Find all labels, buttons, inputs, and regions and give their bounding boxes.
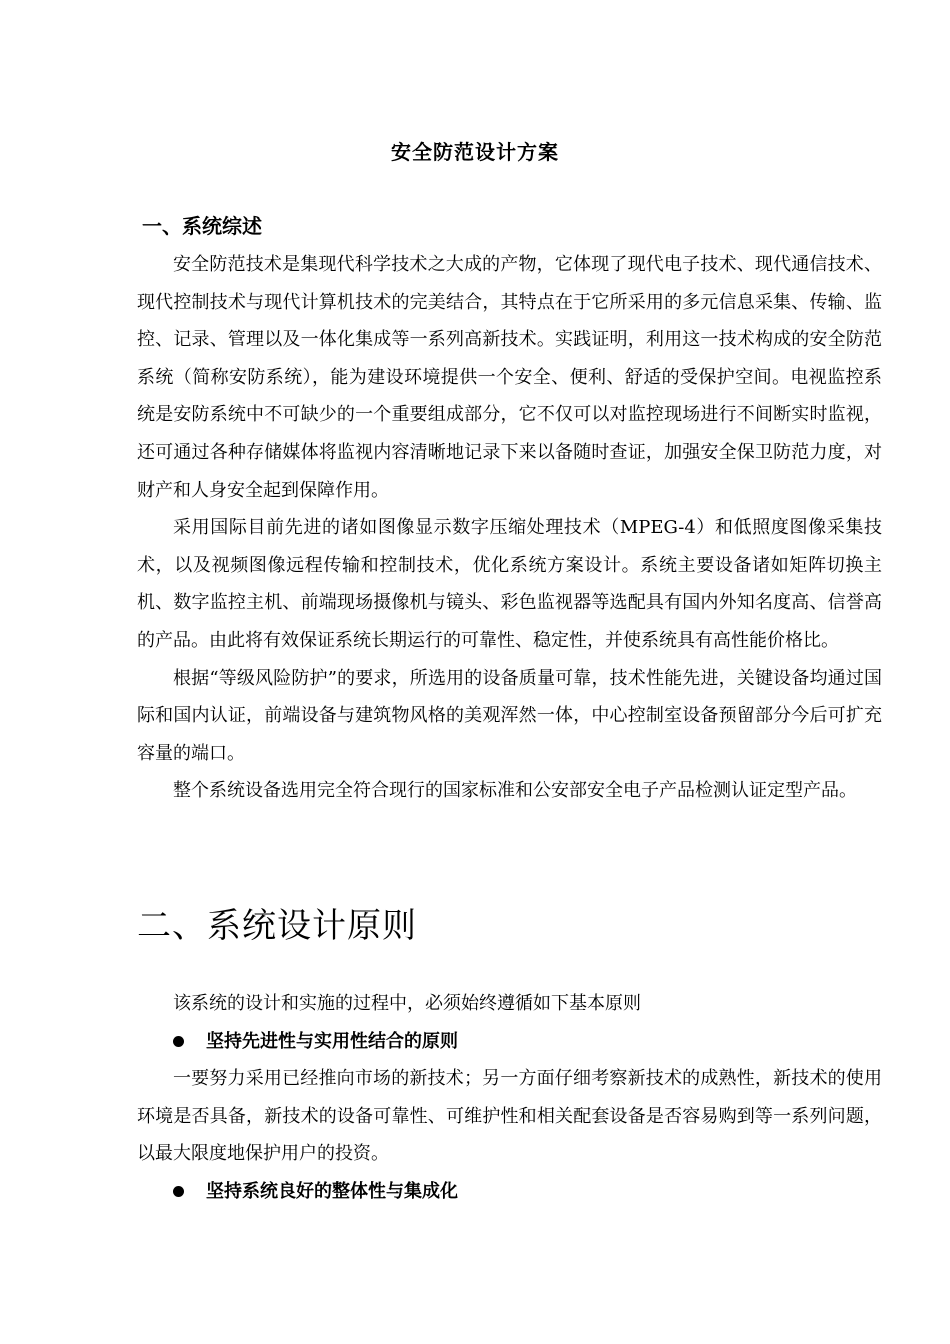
bullet-icon <box>173 1186 184 1197</box>
principle-1-title: 坚持先进性与实用性结合的原则 <box>206 1030 458 1052</box>
section-1-paragraph-2: 采用国际目前先进的诸如图像显示数字压缩处理技术（MPEG-4）和低照度图像采集技术，以及视频图像远程传输和控制技术，优化系统方案设计。系统主要设备诸如矩阵切换主机、数字监控主机、前端现场摄像机与镜头、彩色监视器等选配具有国内外知名度高、信誉高的产品。由此将有效保证系统长期运行的可靠性、稳定性，并使系统具有高性能价格比。 <box>137 517 882 651</box>
principle-2-title: 坚持系统良好的整体性与集成化 <box>206 1180 458 1202</box>
section-2-body <box>137 985 882 1211</box>
section-1-paragraph-1: 安全防范技术是集现代科学技术之大成的产物，它体现了现代电子技术、现代通信技术、现代控制技术与现代计算机技术的完美结合，其特点在于它所采用的多元信息采集、传输、监控、记录、管理以及一体化集成等一系列高新技术。实践证明，利用这一技术构成的安全防范系统（简称安防系统），能为建设环境提供一个安全、便利、舒适的受保护空间。电视监控系统是安防系统中不可缺少的一个重要组成部分，它不仅可以对监控现场进行不间断实时监视，还可通过各种存储媒体将监视内容清晰地记录下来以备随时查证，加强安全保卫防范力度，对财产和人身安全起到保障作用。 <box>137 254 882 501</box>
principle-1-text: 一要努力采用已经推向市场的新技术；另一方面仔细考察新技术的成熟性，新技术的使用环境是否具备，新技术的设备可靠性、可维护性和相关配套设备是否容易购到等一系列问题，以最大限度地保护用户的投资。 <box>137 1068 882 1165</box>
section-1-paragraph-3: 根据“等级风险防护”的要求，所选用的设备质量可靠，技术性能先进，关键设备均通过国际和国内认证，前端设备与建筑物风格的美观浑然一体，中心控制室设备预留部分今后可扩充容量的端口。 <box>137 667 882 764</box>
section-1-heading: 一、系统综述 <box>142 214 262 238</box>
principle-2-item <box>137 1173 882 1211</box>
section-2-intro: 该系统的设计和实施的过程中，必须始终遵循如下基本原则 <box>173 993 641 1014</box>
principle-1-item <box>137 1023 882 1061</box>
section-1-paragraph-4: 整个系统设备选用完全符合现行的国家标准和公安部安全电子产品检测认证定型产品。 <box>173 780 857 802</box>
bullet-icon <box>173 1036 184 1047</box>
section-1-body <box>137 246 882 810</box>
document-title: 安全防范设计方案 <box>391 140 559 164</box>
section-2-heading: 二、系统设计原则 <box>137 906 417 946</box>
